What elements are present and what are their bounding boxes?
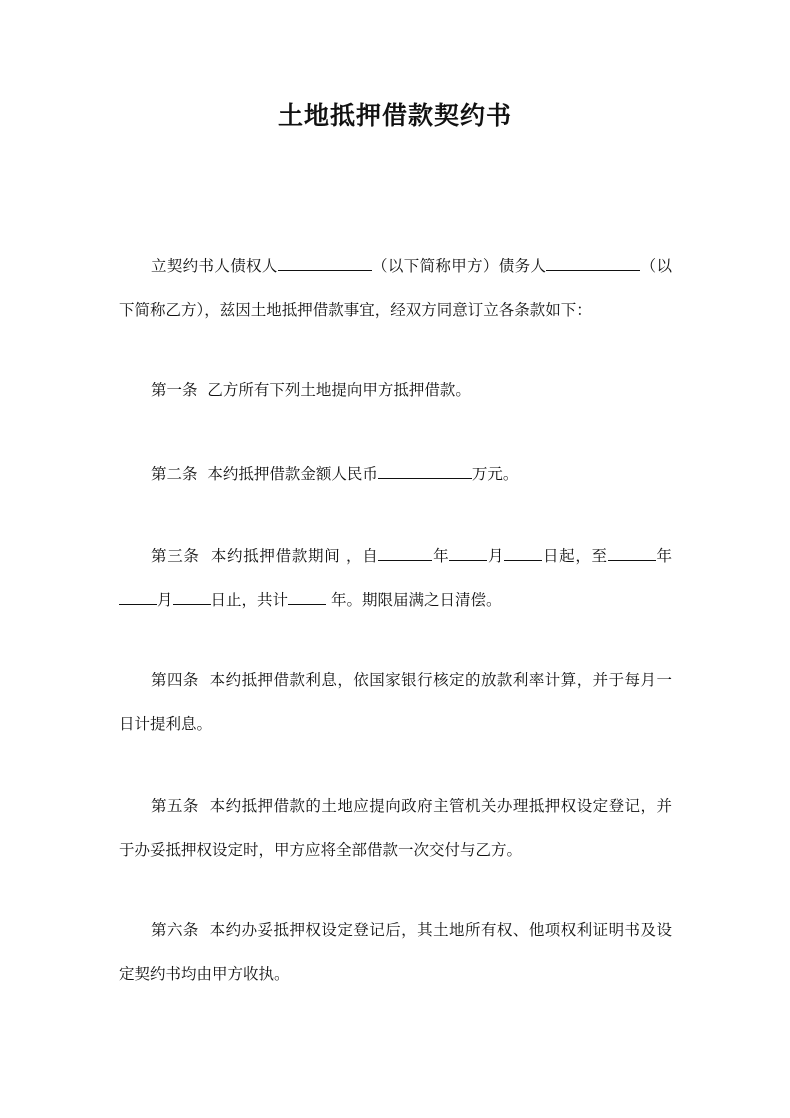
article-4 (119, 658, 672, 746)
creditor-name-blank (278, 253, 372, 271)
article-1-label: 第一条 (151, 381, 198, 399)
start-year-blank (378, 543, 432, 561)
article-3-text-8: 年。期限届满之日清偿。 (326, 591, 502, 609)
loan-amount-blank (378, 461, 472, 479)
intro-text-1: 立契约书人债权人 (151, 257, 278, 275)
article-1 (119, 368, 672, 412)
article-3-text-6: 月 (157, 591, 173, 609)
article-2-text-2: 万元。 (471, 465, 519, 483)
article-6 (119, 908, 672, 996)
article-3-text-1: 本约抵押借款期间 ，自 (210, 547, 379, 565)
article-3-text-3: 月 (487, 547, 505, 565)
article-2 (119, 452, 672, 496)
article-2-text-1: 本约抵押借款金额人民币 (207, 465, 378, 483)
start-month-blank (449, 543, 487, 561)
article-1-text: 乙方所有下列土地提向甲方抵押借款。 (207, 381, 471, 399)
article-3-text-4: 日起，至 (542, 547, 608, 565)
intro-paragraph (119, 244, 672, 332)
start-day-blank (504, 543, 542, 561)
article-5 (119, 784, 672, 872)
article-3-text-5: 年 (655, 547, 672, 565)
article-3-label: 第三条 (151, 547, 200, 565)
article-3-text-7: 日止，共计 (210, 591, 289, 609)
intro-text-3: （以下简称乙方），兹因土地抵押借款事宜，经双方同意订立各条款如下： (119, 257, 672, 319)
debtor-name-blank (546, 253, 640, 271)
article-3 (119, 534, 672, 622)
article-6-text: 本约办妥抵押权设定登记后，其土地所有权、他项权利证明书及设定契约书均由甲方收执。 (119, 921, 672, 983)
end-month-blank (119, 587, 157, 605)
article-4-text: 本约抵押借款利息，依国家银行核定的放款利率计算，并于每月一日计提利息。 (119, 671, 672, 733)
total-years-blank (288, 587, 326, 605)
article-3-text-2: 年 (432, 547, 450, 565)
article-2-label: 第二条 (151, 465, 198, 483)
article-5-text: 本约抵押借款的土地应提向政府主管机关办理抵押权设定登记，并于办妥抵押权设定时，甲方应将全部借款一次交付与乙方。 (119, 797, 672, 859)
article-4-label: 第四条 (151, 671, 199, 689)
intro-text-2: （以下简称甲方）债务人 (371, 257, 547, 275)
end-day-blank (173, 587, 211, 605)
article-6-label: 第六条 (151, 921, 199, 939)
article-5-label: 第五条 (151, 797, 199, 815)
end-year-blank (608, 543, 656, 561)
document-title: 土地抵押借款契约书 (277, 101, 512, 130)
